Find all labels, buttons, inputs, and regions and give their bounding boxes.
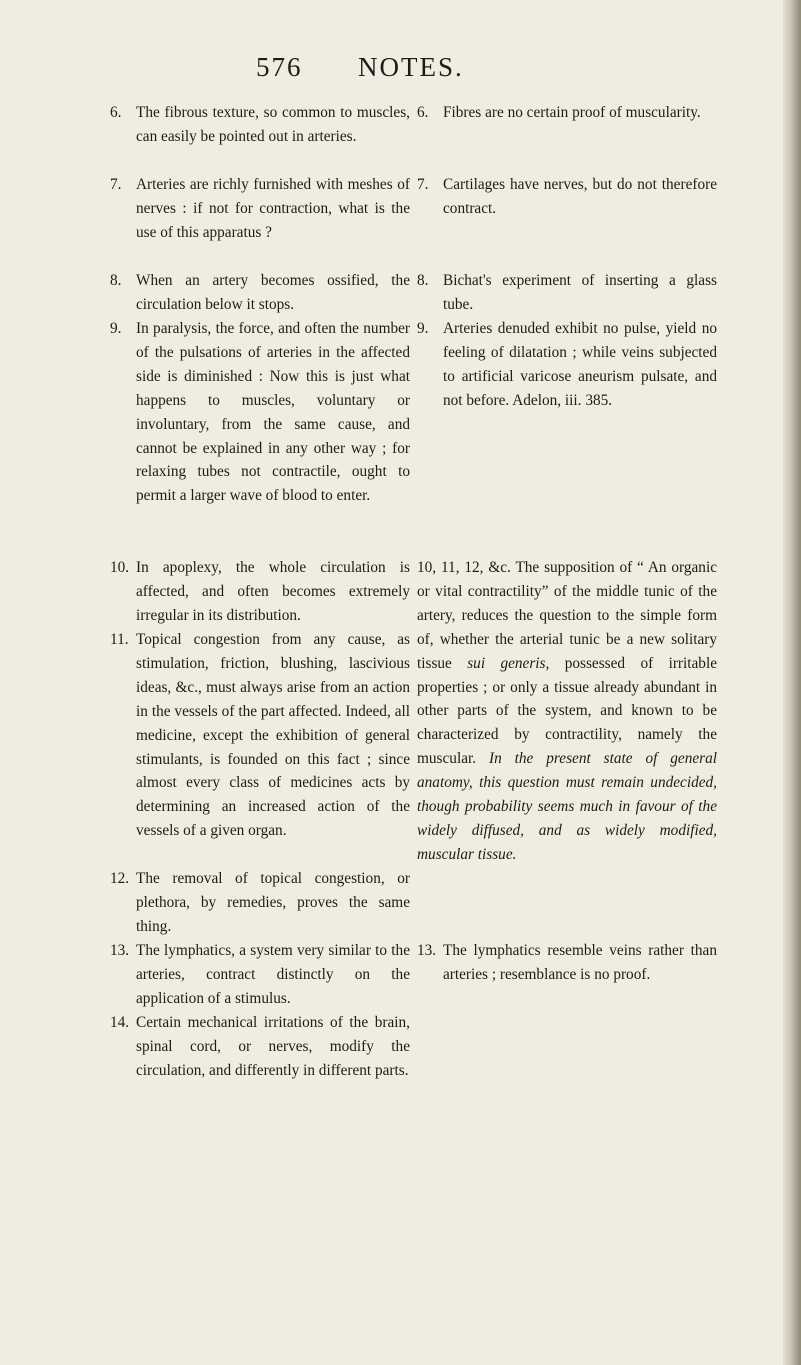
note-text: The supposition of “ An organic or vital contractility” of the middle tunic of the artery, reduces the question to the simple form of, whether the arterial tunic be a new solitary tissue (417, 559, 717, 672)
note-italic-conclusion: In the present state of general anatomy, this question must remain undecided, though probability seems much in favour of the widely diffused, and as widely modified, muscular tissue. (417, 750, 717, 863)
left-note-10 (110, 556, 410, 628)
left-note-6 (110, 101, 410, 149)
note-text: Cartilages have nerves, but do not therefore contract. (443, 176, 717, 217)
right-note-7 (417, 173, 717, 221)
note-number: 7. (110, 176, 122, 193)
note-text: In paralysis, the force, and often the number of the pulsations of arteries in the affected side is diminished : Now this is just what happens to muscles, voluntary or involuntary, from the same cause, and cannot be explained in any other way ; for relaxing tubes not contractile, ought to permit a larger wave of blood to enter. (136, 320, 410, 505)
note-number: 10, 11, 12, &c. (417, 559, 511, 576)
left-note-11 (110, 628, 410, 843)
note-number: 8. (110, 272, 122, 289)
note-number: 10. (110, 559, 130, 576)
left-note-7 (110, 173, 410, 245)
right-note-10-12 (417, 556, 717, 867)
note-text: The removal of topical congestion, or plethora, by remedies, proves the same thing. (136, 870, 410, 935)
note-text: Topical congestion from any cause, as stimulation, friction, blushing, lascivious ideas, &c., must always arise from an action in the vessels of the part affected. Indeed, all medicine, except the exhibition of general stimulants, is founded on this fact ; since almost every class of medicines acts by determining an increased action of the vessels of a given organ. (136, 631, 410, 840)
note-number: 11. (110, 631, 129, 648)
page-header (0, 52, 783, 82)
note-number: 8. (417, 272, 429, 289)
page-title: NOTES. (358, 52, 464, 82)
right-note-13 (417, 939, 717, 987)
right-note-6 (417, 101, 717, 125)
note-text: The lymphatics resemble veins rather than arteries ; resemblance is no proof. (443, 942, 717, 983)
note-number: 7. (417, 176, 429, 193)
note-text: The fibrous texture, so common to muscles, can easily be pointed out in arteries. (136, 104, 410, 145)
left-note-9 (110, 317, 410, 508)
right-note-8 (417, 269, 717, 317)
note-text: When an artery becomes ossified, the circulation below it stops. (136, 272, 410, 313)
left-note-14 (110, 1011, 410, 1083)
left-note-8 (110, 269, 410, 317)
left-note-13 (110, 939, 410, 1011)
note-text: possessed of irritable properties ; or only a tissue already abundant in other parts of the system, and known to be characterized by contractility, namely the muscular. (417, 654, 717, 768)
note-text: The lymphatics, a system very similar to the arteries, contract distinctly on the application of a stimulus. (136, 942, 410, 1007)
note-text: Certain mechanical irritations of the brain, spinal cord, or nerves, modify the circulation, and differently in different parts. (136, 1014, 410, 1079)
note-number: 9. (417, 320, 429, 337)
note-text: Arteries are richly furnished with meshes of nerves : if not for contraction, what is the use of this apparatus ? (136, 176, 410, 241)
note-number: 9. (110, 320, 122, 337)
right-note-9 (417, 317, 717, 413)
note-number: 13. (417, 942, 437, 959)
note-number: 6. (110, 104, 122, 121)
note-text: Fibres are no certain proof of muscularity. (443, 104, 701, 121)
note-number: 6. (417, 104, 429, 121)
note-text: In apoplexy, the whole circulation is affected, and often becomes extremely irregular in its distribution. (136, 559, 410, 624)
note-number: 12. (110, 870, 130, 887)
note-text: Bichat's experiment of inserting a glass tube. (443, 272, 717, 313)
note-number: 13. (110, 942, 130, 959)
note-italic-term: sui generis, (467, 654, 550, 672)
page-edge-shadow (783, 0, 801, 1365)
note-number: 14. (110, 1014, 130, 1031)
left-note-12 (110, 867, 410, 939)
page-number: 576 (256, 52, 303, 82)
note-text: Arteries denuded exhibit no pulse, yield no feeling of dilatation ; while veins subjected to artificial varicose aneurism pulsate, and not before. Adelon, iii. 385. (443, 320, 717, 409)
